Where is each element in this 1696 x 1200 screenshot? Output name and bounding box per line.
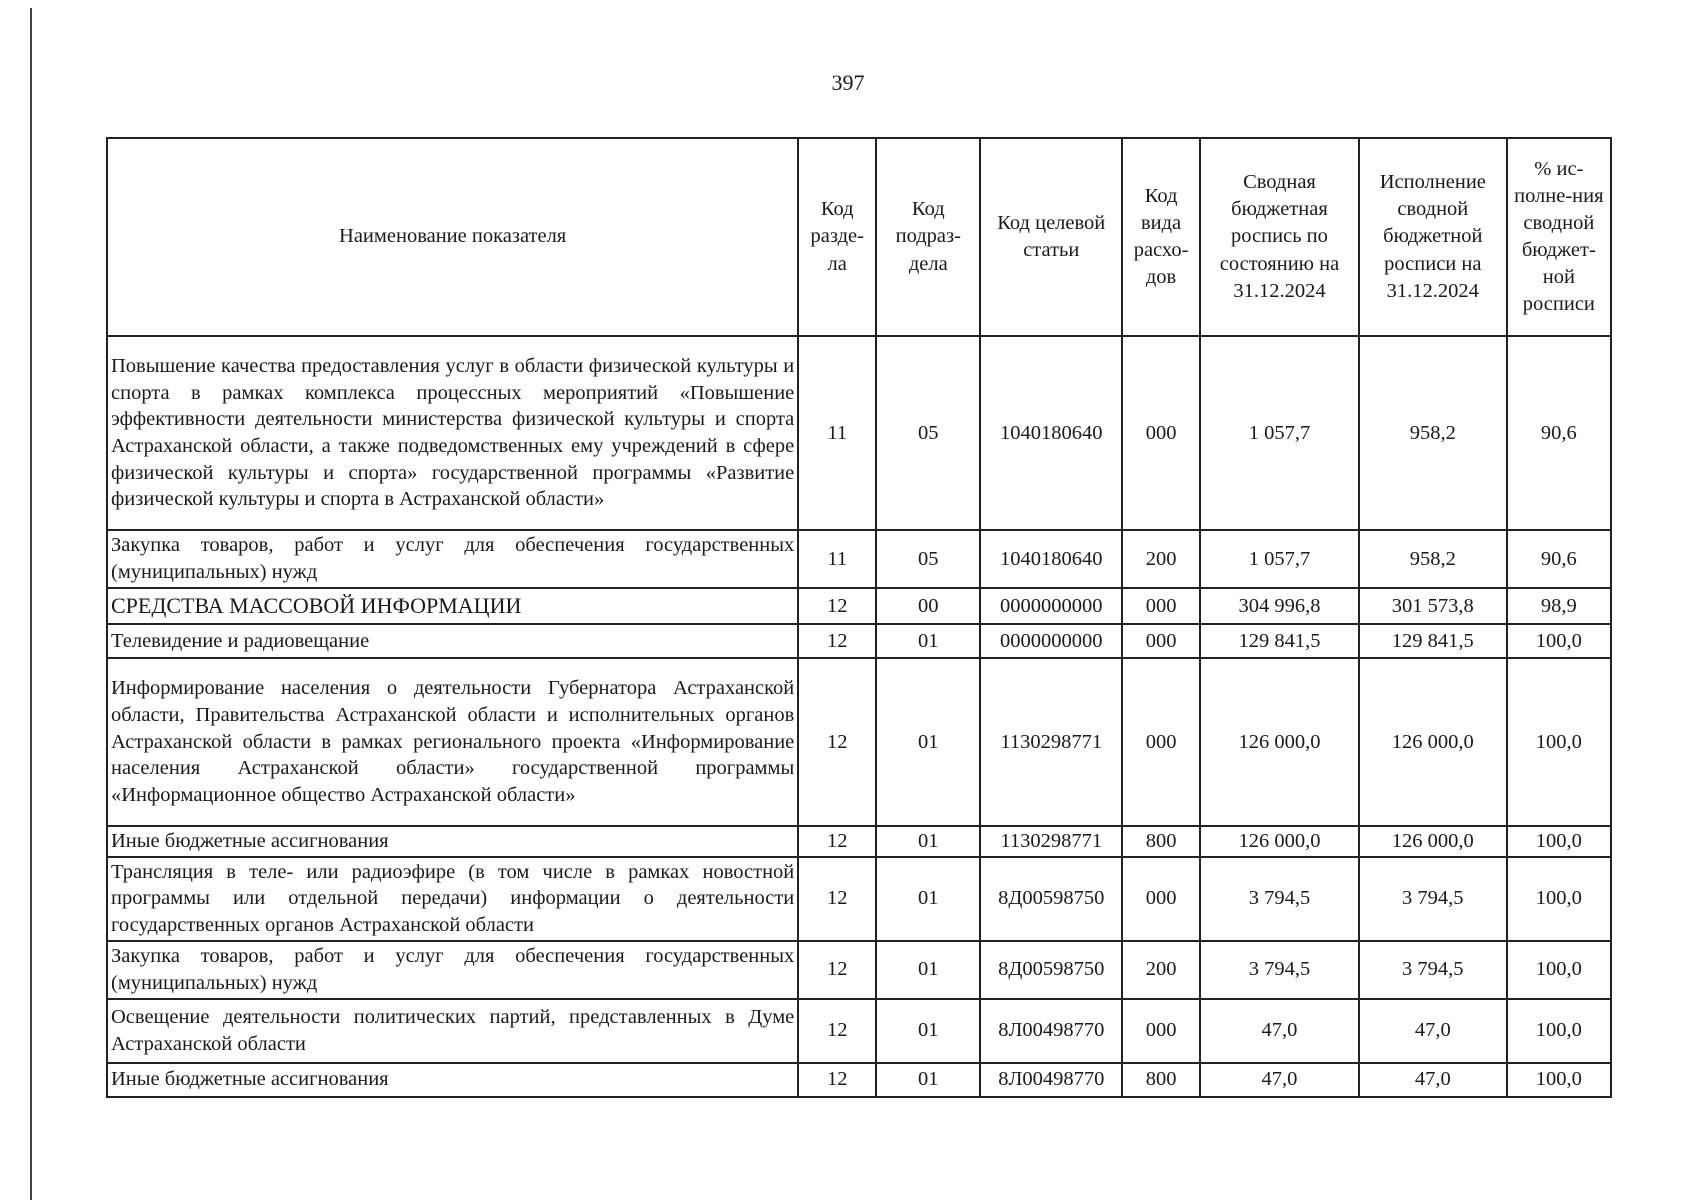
row-exec: 958,2 [1359, 530, 1507, 588]
table-row [107, 336, 1611, 530]
row-section: 12 [798, 624, 876, 658]
row-subsection: 00 [876, 588, 980, 624]
row-subsection: 01 [876, 941, 980, 999]
row-pct: 100,0 [1507, 826, 1611, 857]
table-row [107, 658, 1611, 826]
row-subsection: 01 [876, 1063, 980, 1097]
row-pct: 100,0 [1507, 624, 1611, 658]
row-subsection: 05 [876, 336, 980, 530]
row-target: 8Д00598750 [980, 857, 1122, 941]
row-plan: 3 794,5 [1200, 941, 1359, 999]
row-exec: 3 794,5 [1359, 857, 1507, 941]
row-name: Информирование населения о деятельности Губернатора Астраханской области, Правительства Астраханской области и исполнительных органов Астраханской области в рамках регионального проекта «Информирование населения Астраханской области» государственной программы «Информационное общество Астраханской области» [107, 658, 798, 826]
row-exec: 126 000,0 [1359, 658, 1507, 826]
row-section: 12 [798, 999, 876, 1063]
row-plan: 3 794,5 [1200, 857, 1359, 941]
row-section: 12 [798, 857, 876, 941]
header-row [107, 138, 1611, 336]
table-row [107, 826, 1611, 857]
row-target: 8Л00498770 [980, 999, 1122, 1063]
row-kind: 200 [1122, 530, 1200, 588]
row-plan: 1 057,7 [1200, 336, 1359, 530]
row-section: 12 [798, 941, 876, 999]
table-row [107, 857, 1611, 941]
row-target: 1130298771 [980, 658, 1122, 826]
row-kind: 000 [1122, 999, 1200, 1063]
row-plan: 126 000,0 [1200, 658, 1359, 826]
row-name: Освещение деятельности политических партий, представленных в Думе Астраханской области [107, 999, 798, 1063]
table-row [107, 588, 1611, 624]
row-target: 1040180640 [980, 530, 1122, 588]
header-subsection-code: Код подраз-дела [876, 138, 980, 336]
row-plan: 126 000,0 [1200, 826, 1359, 857]
row-pct: 90,6 [1507, 336, 1611, 530]
row-name: Телевидение и радиовещание [107, 624, 798, 658]
row-kind: 800 [1122, 1063, 1200, 1097]
page-number: 397 [831, 70, 865, 95]
budget-table [106, 137, 1612, 1098]
row-section: 12 [798, 826, 876, 857]
row-subsection: 05 [876, 530, 980, 588]
header-budget-execution: Исполнение сводной бюджетной росписи на 31.12.2024 [1359, 138, 1507, 336]
row-target: 8Л00498770 [980, 1063, 1122, 1097]
row-kind: 000 [1122, 857, 1200, 941]
row-kind: 800 [1122, 826, 1200, 857]
row-kind: 000 [1122, 588, 1200, 624]
row-target: 8Д00598750 [980, 941, 1122, 999]
row-plan: 129 841,5 [1200, 624, 1359, 658]
row-exec: 3 794,5 [1359, 941, 1507, 999]
row-plan: 1 057,7 [1200, 530, 1359, 588]
header-execution-percent: % ис-полне-ния сводной бюджет-ной росписи [1507, 138, 1611, 336]
table-row [107, 624, 1611, 658]
row-target: 0000000000 [980, 624, 1122, 658]
row-section: 12 [798, 1063, 876, 1097]
header-target-code: Код целевой статьи [980, 138, 1122, 336]
table-row [107, 941, 1611, 999]
row-name: Закупка товаров, работ и услуг для обеспечения государственных (муниципальных) нужд [107, 941, 798, 999]
row-section: 12 [798, 588, 876, 624]
row-kind: 000 [1122, 658, 1200, 826]
row-subsection: 01 [876, 826, 980, 857]
row-target: 1040180640 [980, 336, 1122, 530]
row-exec: 958,2 [1359, 336, 1507, 530]
header-budget-plan: Сводная бюджетная роспись по состоянию на 31.12.2024 [1200, 138, 1359, 336]
row-exec: 301 573,8 [1359, 588, 1507, 624]
row-subsection: 01 [876, 658, 980, 826]
row-target: 1130298771 [980, 826, 1122, 857]
row-pct: 98,9 [1507, 588, 1611, 624]
row-kind: 000 [1122, 336, 1200, 530]
row-pct: 100,0 [1507, 1063, 1611, 1097]
row-name: Иные бюджетные ассигнования [107, 826, 798, 857]
row-plan: 304 996,8 [1200, 588, 1359, 624]
row-section: 11 [798, 530, 876, 588]
row-name: Закупка товаров, работ и услуг для обеспечения государственных (муниципальных) нужд [107, 530, 798, 588]
row-pct: 100,0 [1507, 658, 1611, 826]
table-row [107, 530, 1611, 588]
row-plan: 47,0 [1200, 1063, 1359, 1097]
row-kind: 200 [1122, 941, 1200, 999]
row-exec: 47,0 [1359, 1063, 1507, 1097]
row-exec: 129 841,5 [1359, 624, 1507, 658]
row-name: Иные бюджетные ассигнования [107, 1063, 798, 1097]
row-section: 11 [798, 336, 876, 530]
row-name: Трансляция в теле- или радиоэфире (в том числе в рамках новостной программы или отдельной передачи) информации о деятельности государственных органов Астраханской области [107, 857, 798, 941]
table-row [107, 999, 1611, 1063]
row-subsection: 01 [876, 999, 980, 1063]
row-exec: 126 000,0 [1359, 826, 1507, 857]
row-exec: 47,0 [1359, 999, 1507, 1063]
row-section: 12 [798, 658, 876, 826]
scan-edge-line [30, 8, 32, 1200]
row-target: 0000000000 [980, 588, 1122, 624]
row-kind: 000 [1122, 624, 1200, 658]
row-name: Повышение качества предоставления услуг в области физической культуры и спорта в рамках комплекса процессных мероприятий «Повышение эффективности деятельности министерства физической культуры и спорта Астраханской области, а также подведомственных ему учреждений в сфере физической культуры и спорта» государственной программы «Развитие физической культуры и спорта в Астраханской области» [107, 336, 798, 530]
header-expense-kind-code: Код вида расхо-дов [1122, 138, 1200, 336]
row-plan: 47,0 [1200, 999, 1359, 1063]
row-pct: 90,6 [1507, 530, 1611, 588]
row-pct: 100,0 [1507, 999, 1611, 1063]
row-pct: 100,0 [1507, 941, 1611, 999]
table-row [107, 1063, 1611, 1097]
header-name: Наименование показателя [107, 138, 798, 336]
row-pct: 100,0 [1507, 857, 1611, 941]
header-section-code: Код разде-ла [798, 138, 876, 336]
row-subsection: 01 [876, 857, 980, 941]
row-name: СРЕДСТВА МАССОВОЙ ИНФОРМАЦИИ [107, 588, 798, 624]
row-subsection: 01 [876, 624, 980, 658]
